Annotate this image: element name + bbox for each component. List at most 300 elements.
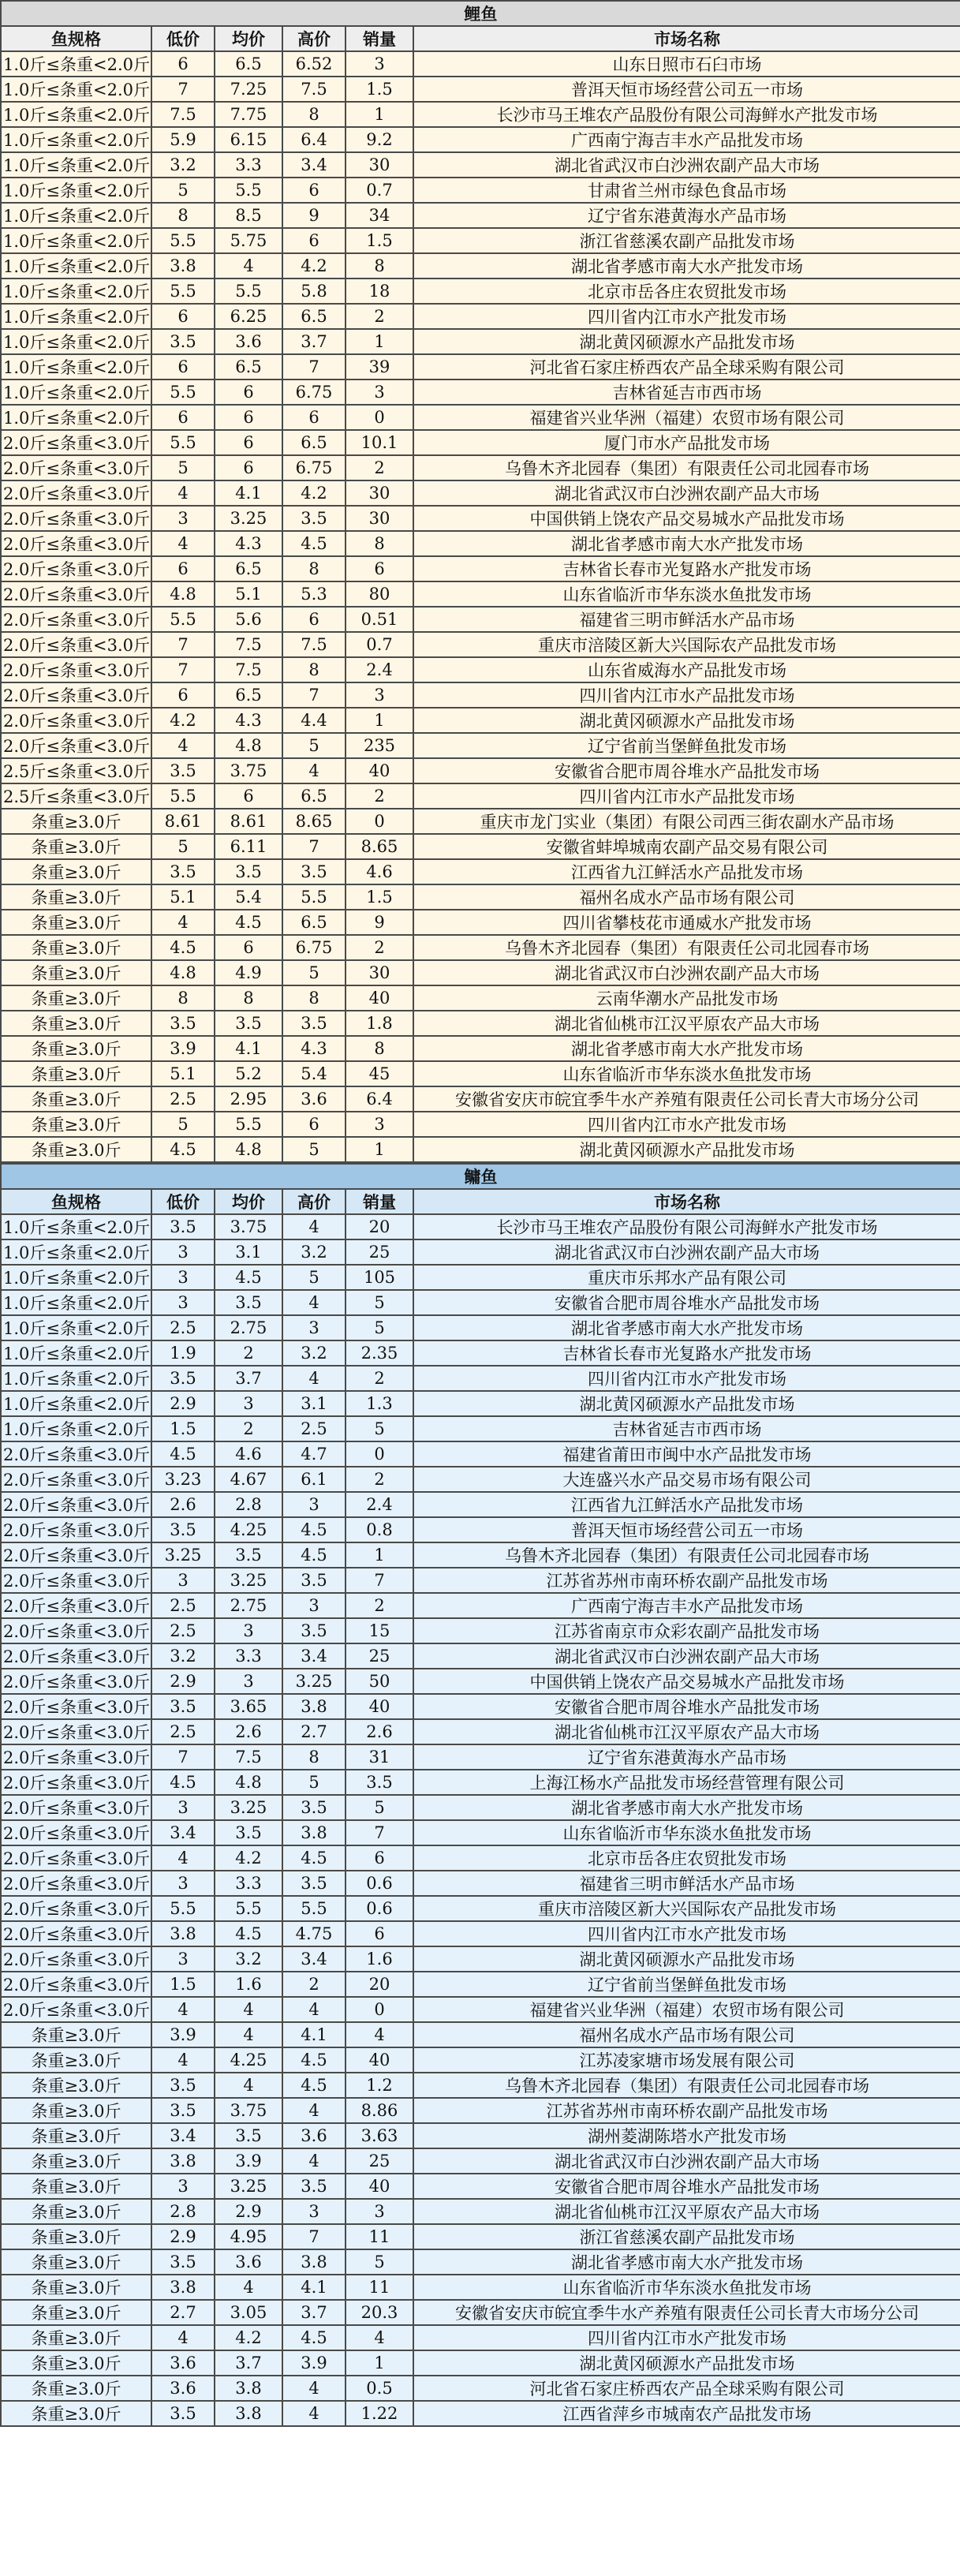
cell-avg-price: 8.61 [215, 809, 282, 834]
table-row [1, 304, 960, 329]
table-row [1, 379, 960, 405]
cell-spec: 2.0斤≤条重<3.0斤 [1, 1492, 151, 1517]
cell-high-price: 5.4 [282, 1061, 346, 1086]
table-row [1, 2047, 960, 2073]
cell-spec: 条重≥3.0斤 [1, 2376, 151, 2401]
cell-spec: 2.0斤≤条重<3.0斤 [1, 1542, 151, 1568]
cell-spec: 1.0斤≤条重<2.0斤 [1, 178, 151, 203]
cell-avg-price: 7.5 [215, 657, 282, 682]
cell-spec: 条重≥3.0斤 [1, 2047, 151, 2073]
cell-volume: 105 [346, 1265, 413, 1290]
cell-spec: 2.0斤≤条重<3.0斤 [1, 556, 151, 581]
cell-volume: 6.4 [346, 1086, 413, 1112]
cell-spec: 2.5斤≤条重<3.0斤 [1, 758, 151, 783]
cell-low-price: 5.1 [151, 884, 215, 910]
cell-high-price: 4.75 [282, 1921, 346, 1946]
cell-avg-price: 1.6 [215, 1972, 282, 1997]
cell-avg-price: 7.75 [215, 102, 282, 127]
cell-avg-price: 3.05 [215, 2300, 282, 2325]
cell-volume: 1.5 [346, 228, 413, 253]
cell-volume: 2 [346, 1366, 413, 1391]
table-row [1, 581, 960, 607]
cell-high-price: 3.5 [282, 1871, 346, 1896]
cell-market: 湖北省武汉市白沙洲农副产品大市场 [413, 1239, 960, 1265]
cell-market: 乌鲁木齐北园春（集团）有限责任公司北园春市场 [413, 455, 960, 480]
cell-market: 浙江省慈溪农副产品批发市场 [413, 2224, 960, 2249]
cell-volume: 6 [346, 1845, 413, 1871]
cell-avg-price: 3.25 [215, 506, 282, 531]
cell-volume: 15 [346, 1618, 413, 1643]
cell-spec: 2.0斤≤条重<3.0斤 [1, 1618, 151, 1643]
table-row [1, 77, 960, 102]
table-row [1, 178, 960, 203]
table-row [1, 1517, 960, 1542]
cell-high-price: 4 [282, 1997, 346, 2022]
cell-low-price: 4.8 [151, 960, 215, 985]
cell-high-price: 3.9 [282, 2350, 346, 2376]
cell-market: 江苏凌家塘市场发展有限公司 [413, 2047, 960, 2073]
table-row [1, 859, 960, 884]
cell-spec: 条重≥3.0斤 [1, 2224, 151, 2249]
cell-market: 吉林省长春市光复路水产批发市场 [413, 556, 960, 581]
cell-spec: 条重≥3.0斤 [1, 2073, 151, 2098]
cell-volume: 3 [346, 2199, 413, 2224]
cell-volume: 0.7 [346, 178, 413, 203]
cell-spec: 1.0斤≤条重<2.0斤 [1, 1214, 151, 1239]
cell-high-price: 6.75 [282, 455, 346, 480]
cell-high-price: 6.5 [282, 304, 346, 329]
cell-volume: 1.6 [346, 1946, 413, 1972]
cell-spec: 2.0斤≤条重<3.0斤 [1, 708, 151, 733]
cell-high-price: 2 [282, 1972, 346, 1997]
cell-low-price: 5.5 [151, 1896, 215, 1921]
cell-spec: 1.0斤≤条重<2.0斤 [1, 279, 151, 304]
cell-market: 湖北省武汉市白沙洲农副产品大市场 [413, 960, 960, 985]
cell-high-price: 6 [282, 178, 346, 203]
cell-avg-price: 4.9 [215, 960, 282, 985]
cell-avg-price: 7.25 [215, 77, 282, 102]
cell-volume: 20 [346, 1972, 413, 1997]
table-row [1, 1997, 960, 2022]
cell-avg-price: 5.5 [215, 1896, 282, 1921]
cell-volume: 3 [346, 51, 413, 77]
cell-spec: 2.0斤≤条重<3.0斤 [1, 1467, 151, 1492]
cell-volume: 0.51 [346, 607, 413, 632]
table-row [1, 253, 960, 279]
cell-low-price: 3.4 [151, 2123, 215, 2148]
cell-low-price: 3.9 [151, 2022, 215, 2047]
table-row [1, 2199, 960, 2224]
cell-avg-price: 3 [215, 1391, 282, 1416]
cell-volume: 2.4 [346, 657, 413, 682]
cell-market: 湖北省武汉市白沙洲农副产品大市场 [413, 152, 960, 178]
cell-low-price: 4.5 [151, 935, 215, 960]
cell-low-price: 3.8 [151, 2275, 215, 2300]
table-row [1, 809, 960, 834]
cell-avg-price: 6 [215, 455, 282, 480]
cell-high-price: 6 [282, 1112, 346, 1137]
cell-low-price: 2.8 [151, 2199, 215, 2224]
table-row [1, 329, 960, 354]
cell-high-price: 2.5 [282, 1416, 346, 1441]
table-row [1, 455, 960, 480]
cell-high-price: 3.8 [282, 2249, 346, 2275]
cell-low-price: 2.5 [151, 1618, 215, 1643]
cell-low-price: 4 [151, 531, 215, 556]
table-row [1, 1871, 960, 1896]
cell-high-price: 4 [282, 1366, 346, 1391]
bighead-price-table [0, 1163, 960, 2427]
cell-high-price: 3.5 [282, 1795, 346, 1820]
cell-volume: 1 [346, 708, 413, 733]
table-row [1, 506, 960, 531]
cell-low-price: 4 [151, 733, 215, 758]
cell-avg-price: 3.75 [215, 1214, 282, 1239]
cell-market: 乌鲁木齐北园春（集团）有限责任公司北园春市场 [413, 1542, 960, 1568]
table-row [1, 783, 960, 809]
table-row [1, 1340, 960, 1366]
table-row [1, 682, 960, 708]
cell-avg-price: 3.3 [215, 1643, 282, 1669]
cell-avg-price: 2 [215, 1416, 282, 1441]
cell-low-price: 5.9 [151, 127, 215, 152]
table-row [1, 1896, 960, 1921]
cell-market: 吉林省延吉市西市场 [413, 379, 960, 405]
cell-avg-price: 4.5 [215, 1265, 282, 1290]
cell-low-price: 3.5 [151, 2249, 215, 2275]
cell-avg-price: 4.8 [215, 733, 282, 758]
cell-volume: 1.8 [346, 1011, 413, 1036]
cell-high-price: 6.4 [282, 127, 346, 152]
cell-low-price: 4.5 [151, 1137, 215, 1162]
cell-spec: 1.0斤≤条重<2.0斤 [1, 1340, 151, 1366]
cell-high-price: 3.2 [282, 1239, 346, 1265]
cell-volume: 34 [346, 203, 413, 228]
cell-avg-price: 3.5 [215, 1011, 282, 1036]
cell-volume: 2.35 [346, 1340, 413, 1366]
cell-avg-price: 4.5 [215, 910, 282, 935]
cell-high-price: 4.5 [282, 2073, 346, 2098]
cell-low-price: 3 [151, 1239, 215, 1265]
cell-low-price: 3 [151, 1568, 215, 1593]
cell-low-price: 7 [151, 632, 215, 657]
cell-market: 安徽省安庆市皖宜季牛水产养殖有限责任公司长青大市场分公司 [413, 1086, 960, 1112]
cell-avg-price: 4.67 [215, 1467, 282, 1492]
cell-high-price: 5 [282, 1770, 346, 1795]
cell-volume: 25 [346, 1643, 413, 1669]
cell-high-price: 7.5 [282, 77, 346, 102]
table-row [1, 1011, 960, 1036]
cell-market: 长沙市马王堆农产品股份有限公司海鲜水产批发市场 [413, 1214, 960, 1239]
cell-spec: 1.0斤≤条重<2.0斤 [1, 102, 151, 127]
cell-avg-price: 4.2 [215, 1845, 282, 1871]
cell-spec: 2.0斤≤条重<3.0斤 [1, 1517, 151, 1542]
cell-high-price: 4.5 [282, 1845, 346, 1871]
cell-low-price: 4.5 [151, 1770, 215, 1795]
cell-high-price: 5 [282, 960, 346, 985]
cell-spec: 2.0斤≤条重<3.0斤 [1, 1744, 151, 1770]
cell-market: 福州名成水产品市场有限公司 [413, 884, 960, 910]
cell-spec: 条重≥3.0斤 [1, 834, 151, 859]
cell-low-price: 3.8 [151, 253, 215, 279]
cell-market: 湖北省孝感市南大水产批发市场 [413, 531, 960, 556]
cell-avg-price: 3.25 [215, 2174, 282, 2199]
cell-avg-price: 6.15 [215, 127, 282, 152]
cell-volume: 11 [346, 2275, 413, 2300]
table-row [1, 1795, 960, 1820]
table-row [1, 1643, 960, 1669]
cell-low-price: 2.6 [151, 1492, 215, 1517]
cell-high-price: 4 [282, 1290, 346, 1315]
cell-volume: 10.1 [346, 430, 413, 455]
cell-low-price: 5.5 [151, 783, 215, 809]
cell-avg-price: 3.3 [215, 1871, 282, 1896]
cell-spec: 2.0斤≤条重<3.0斤 [1, 1795, 151, 1820]
cell-spec: 条重≥3.0斤 [1, 910, 151, 935]
cell-spec: 条重≥3.0斤 [1, 935, 151, 960]
cell-low-price: 4 [151, 910, 215, 935]
cell-spec: 条重≥3.0斤 [1, 1036, 151, 1061]
cell-avg-price: 3.5 [215, 2123, 282, 2148]
cell-avg-price: 2.75 [215, 1315, 282, 1340]
section-title-carp: 鲤鱼 [1, 1, 960, 26]
cell-market: 北京市岳各庄农贸批发市场 [413, 279, 960, 304]
table-row [1, 2098, 960, 2123]
cell-spec: 2.0斤≤条重<3.0斤 [1, 1719, 151, 1744]
cell-volume: 20 [346, 1214, 413, 1239]
cell-spec: 2.0斤≤条重<3.0斤 [1, 607, 151, 632]
cell-avg-price: 3.25 [215, 1795, 282, 1820]
cell-volume: 30 [346, 506, 413, 531]
cell-volume: 3 [346, 1112, 413, 1137]
cell-high-price: 4.5 [282, 1542, 346, 1568]
cell-spec: 2.0斤≤条重<3.0斤 [1, 1946, 151, 1972]
cell-volume: 1.22 [346, 2401, 413, 2426]
cell-volume: 0.7 [346, 632, 413, 657]
cell-high-price: 3.5 [282, 1011, 346, 1036]
cell-avg-price: 6.5 [215, 556, 282, 581]
cell-high-price: 6.1 [282, 1467, 346, 1492]
cell-avg-price: 4.2 [215, 2325, 282, 2350]
cell-high-price: 4 [282, 2148, 346, 2174]
table-row [1, 884, 960, 910]
cell-high-price: 9 [282, 203, 346, 228]
table-row [1, 556, 960, 581]
cell-market: 山东日照市石臼市场 [413, 51, 960, 77]
cell-high-price: 6.5 [282, 783, 346, 809]
cell-market: 普洱天恒市场经营公司五一市场 [413, 77, 960, 102]
cell-volume: 5 [346, 1795, 413, 1820]
cell-volume: 18 [346, 279, 413, 304]
column-header-volume: 销量 [346, 1189, 413, 1214]
cell-high-price: 6.5 [282, 430, 346, 455]
table-row [1, 1492, 960, 1517]
cell-high-price: 8 [282, 1744, 346, 1770]
table-row [1, 51, 960, 77]
table-row [1, 1694, 960, 1719]
cell-high-price: 3 [282, 1492, 346, 1517]
cell-market: 湖北省武汉市白沙洲农副产品大市场 [413, 480, 960, 506]
cell-volume: 235 [346, 733, 413, 758]
cell-high-price: 4.3 [282, 1036, 346, 1061]
cell-avg-price: 3.75 [215, 758, 282, 783]
cell-avg-price: 3.1 [215, 1239, 282, 1265]
cell-high-price: 3.4 [282, 1643, 346, 1669]
cell-avg-price: 8.5 [215, 203, 282, 228]
cell-avg-price: 4.8 [215, 1770, 282, 1795]
column-header-market: 市场名称 [413, 1189, 960, 1214]
cell-market: 湖北黄冈硕源水产品批发市场 [413, 708, 960, 733]
cell-spec: 1.0斤≤条重<2.0斤 [1, 1239, 151, 1265]
table-row [1, 1946, 960, 1972]
table-row [1, 1921, 960, 1946]
cell-low-price: 4 [151, 2325, 215, 2350]
cell-volume: 2 [346, 1593, 413, 1618]
cell-high-price: 5.3 [282, 581, 346, 607]
cell-avg-price: 3.2 [215, 1946, 282, 1972]
cell-volume: 1.3 [346, 1391, 413, 1416]
cell-market: 福建省莆田市闽中水产品批发市场 [413, 1441, 960, 1467]
cell-high-price: 3.8 [282, 1694, 346, 1719]
cell-volume: 2 [346, 935, 413, 960]
cell-market: 吉林省长春市光复路水产批发市场 [413, 1340, 960, 1366]
cell-high-price: 7 [282, 354, 346, 379]
cell-avg-price: 8 [215, 985, 282, 1011]
cell-high-price: 3.5 [282, 859, 346, 884]
cell-high-price: 6 [282, 607, 346, 632]
cell-high-price: 8 [282, 102, 346, 127]
cell-avg-price: 3.5 [215, 1290, 282, 1315]
column-header-spec: 鱼规格 [1, 1189, 151, 1214]
table-row [1, 1820, 960, 1845]
cell-avg-price: 3 [215, 1669, 282, 1694]
cell-market: 大连盛兴水产品交易市场有限公司 [413, 1467, 960, 1492]
cell-market: 湖北省孝感市南大水产批发市场 [413, 253, 960, 279]
cell-avg-price: 3.3 [215, 152, 282, 178]
cell-high-price: 4.5 [282, 2047, 346, 2073]
cell-high-price: 3.4 [282, 152, 346, 178]
cell-market: 安徽省合肥市周谷堆水产品批发市场 [413, 2174, 960, 2199]
cell-spec: 条重≥3.0斤 [1, 960, 151, 985]
cell-low-price: 5.1 [151, 1061, 215, 1086]
cell-market: 江苏省南京市众彩农副产品批发市场 [413, 1618, 960, 1643]
cell-spec: 条重≥3.0斤 [1, 1112, 151, 1137]
table-row [1, 1441, 960, 1467]
cell-spec: 条重≥3.0斤 [1, 2249, 151, 2275]
cell-market: 江西省萍乡市城南农产品批发市场 [413, 2401, 960, 2426]
cell-high-price: 6.52 [282, 51, 346, 77]
cell-low-price: 1.5 [151, 1972, 215, 1997]
cell-market: 江西省九江鲜活水产品批发市场 [413, 859, 960, 884]
cell-spec: 条重≥3.0斤 [1, 884, 151, 910]
cell-volume: 2 [346, 455, 413, 480]
cell-market: 长沙市马王堆农产品股份有限公司海鲜水产批发市场 [413, 102, 960, 127]
table-row [1, 354, 960, 379]
cell-market: 安徽省安庆市皖宜季牛水产养殖有限责任公司长青大市场分公司 [413, 2300, 960, 2325]
table-row [1, 531, 960, 556]
table-row [1, 2123, 960, 2148]
cell-market: 广西南宁海吉丰水产品批发市场 [413, 1593, 960, 1618]
table-row [1, 405, 960, 430]
cell-low-price: 3.5 [151, 1366, 215, 1391]
cell-spec: 1.0斤≤条重<2.0斤 [1, 379, 151, 405]
cell-high-price: 3.2 [282, 1340, 346, 1366]
cell-high-price: 6.75 [282, 379, 346, 405]
cell-market: 湖北省仙桃市江汉平原农产品大市场 [413, 1011, 960, 1036]
cell-low-price: 7.5 [151, 102, 215, 127]
cell-low-price: 3.9 [151, 1036, 215, 1061]
cell-volume: 50 [346, 1669, 413, 1694]
cell-volume: 1 [346, 1542, 413, 1568]
cell-market: 甘肃省兰州市绿色食品市场 [413, 178, 960, 203]
cell-low-price: 3 [151, 506, 215, 531]
cell-market: 湖州菱湖陈塔水产批发市场 [413, 2123, 960, 2148]
cell-high-price: 3.7 [282, 2300, 346, 2325]
cell-low-price: 3.25 [151, 1542, 215, 1568]
cell-avg-price: 3.75 [215, 2098, 282, 2123]
cell-avg-price: 7.5 [215, 1744, 282, 1770]
cell-spec: 条重≥3.0斤 [1, 859, 151, 884]
cell-volume: 2 [346, 1467, 413, 1492]
cell-market: 普洱天恒市场经营公司五一市场 [413, 1517, 960, 1542]
cell-high-price: 4 [282, 2401, 346, 2426]
cell-market: 福州名成水产品市场有限公司 [413, 2022, 960, 2047]
column-header-avg-price: 均价 [215, 26, 282, 51]
cell-spec: 条重≥3.0斤 [1, 2022, 151, 2047]
cell-low-price: 6 [151, 51, 215, 77]
cell-spec: 2.0斤≤条重<3.0斤 [1, 1669, 151, 1694]
table-row [1, 152, 960, 178]
cell-high-price: 3.5 [282, 506, 346, 531]
carp-price-table [0, 0, 960, 1163]
cell-volume: 5 [346, 2249, 413, 2275]
cell-volume: 4.6 [346, 859, 413, 884]
cell-spec: 条重≥3.0斤 [1, 985, 151, 1011]
table-row [1, 2325, 960, 2350]
cell-volume: 8.86 [346, 2098, 413, 2123]
cell-avg-price: 5.5 [215, 178, 282, 203]
cell-avg-price: 3 [215, 1618, 282, 1643]
cell-high-price: 5.5 [282, 884, 346, 910]
cell-spec: 条重≥3.0斤 [1, 1137, 151, 1162]
cell-high-price: 6.75 [282, 935, 346, 960]
cell-market: 湖北省孝感市南大水产批发市场 [413, 1795, 960, 1820]
cell-spec: 2.0斤≤条重<3.0斤 [1, 657, 151, 682]
cell-spec: 2.0斤≤条重<3.0斤 [1, 733, 151, 758]
cell-avg-price: 3.6 [215, 329, 282, 354]
cell-avg-price: 5.4 [215, 884, 282, 910]
cell-spec: 2.0斤≤条重<3.0斤 [1, 1845, 151, 1871]
cell-volume: 6 [346, 1921, 413, 1946]
cell-high-price: 3.7 [282, 329, 346, 354]
cell-spec: 条重≥3.0斤 [1, 1061, 151, 1086]
cell-avg-price: 6.5 [215, 354, 282, 379]
table-row [1, 1416, 960, 1441]
cell-market: 云南华潮水产品批发市场 [413, 985, 960, 1011]
table-row [1, 1542, 960, 1568]
column-header-high-price: 高价 [282, 1189, 346, 1214]
cell-low-price: 5.5 [151, 607, 215, 632]
cell-spec: 1.0斤≤条重<2.0斤 [1, 304, 151, 329]
cell-avg-price: 4 [215, 2022, 282, 2047]
cell-avg-price: 6.5 [215, 51, 282, 77]
table-row [1, 1618, 960, 1643]
cell-spec: 2.0斤≤条重<3.0斤 [1, 1694, 151, 1719]
cell-avg-price: 4 [215, 2275, 282, 2300]
cell-spec: 条重≥3.0斤 [1, 2098, 151, 2123]
cell-avg-price: 6.25 [215, 304, 282, 329]
cell-low-price: 2.5 [151, 1315, 215, 1340]
